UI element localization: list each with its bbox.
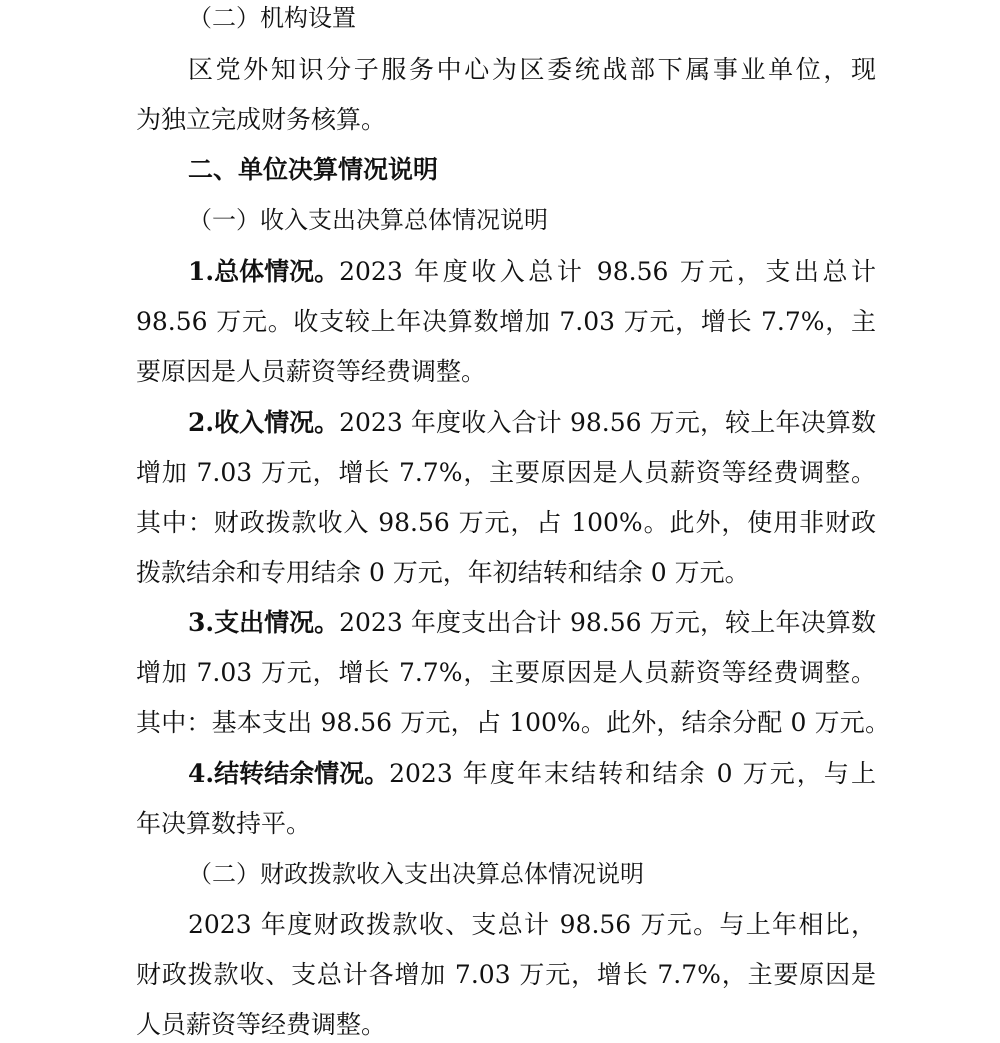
- subsection-2-title: （二）财政拨款收入支出决算总体情况说明: [188, 860, 644, 888]
- overall-label: 1.总体情况。: [188, 257, 340, 286]
- fiscal-paragraph-line-3: 人员薪资等经费调整。: [136, 1010, 387, 1039]
- overall-paragraph-line-2: 98.56 万元。收支较上年决算数增加 7.03 万元，增长 7.7%，主: [136, 307, 876, 336]
- expense-line-1-text: 2023 年度支出合计 98.56 万元，较上年决算数: [339, 608, 876, 637]
- carryover-label: 4.结转结余情况。: [188, 759, 390, 788]
- carryover-line-1-text: 2023 年度年末结转和结余 0 万元，与上: [389, 759, 876, 788]
- income-paragraph-line-3: 其中：财政拨款收入 98.56 万元，占 100%。此外，使用非财政: [136, 508, 876, 537]
- income-paragraph-line-2: 增加 7.03 万元，增长 7.7%，主要原因是人员薪资等经费调整。: [136, 458, 876, 487]
- fiscal-paragraph-line-1: 2023 年度财政拨款收、支总计 98.56 万元。与上年相比，: [188, 910, 876, 939]
- expense-paragraph-line-2: 增加 7.03 万元，增长 7.7%，主要原因是人员薪资等经费调整。: [136, 658, 876, 687]
- income-label: 2.收入情况。: [188, 408, 340, 437]
- org-paragraph-line-1: 区党外知识分子服务中心为区委统战部下属事业单位，现: [188, 55, 876, 84]
- expense-label: 3.支出情况。: [188, 608, 340, 637]
- carryover-paragraph-line-2: 年决算数持平。: [136, 809, 312, 838]
- section-2-title: 二、单位决算情况说明: [188, 155, 439, 184]
- fiscal-paragraph-line-2: 财政拨款收、支总计各增加 7.03 万元，增长 7.7%，主要原因是: [136, 960, 876, 989]
- org-paragraph-line-2: 为独立完成财务核算。: [136, 105, 387, 134]
- expense-paragraph-line-3: 其中：基本支出 98.56 万元，占 100%。此外，结余分配 0 万元。: [136, 708, 890, 737]
- subsection-1-title: （一）收入支出决算总体情况说明: [188, 206, 548, 234]
- overall-paragraph-line-1: [188, 257, 876, 287]
- income-line-1-text: 2023 年度收入合计 98.56 万元，较上年决算数: [339, 408, 876, 437]
- heading-org-setup: （二）机构设置: [188, 4, 356, 32]
- overall-line-1-text: 2023 年度收入总计 98.56 万元，支出总计: [339, 257, 876, 286]
- expense-paragraph-line-1: [188, 608, 876, 638]
- income-paragraph-line-4: 拨款结余和专用结余 0 万元，年初结转和结余 0 万元。: [136, 558, 750, 587]
- income-paragraph-line-1: [188, 408, 876, 438]
- carryover-paragraph-line-1: [188, 759, 876, 789]
- overall-paragraph-line-3: 要原因是人员薪资等经费调整。: [136, 357, 487, 386]
